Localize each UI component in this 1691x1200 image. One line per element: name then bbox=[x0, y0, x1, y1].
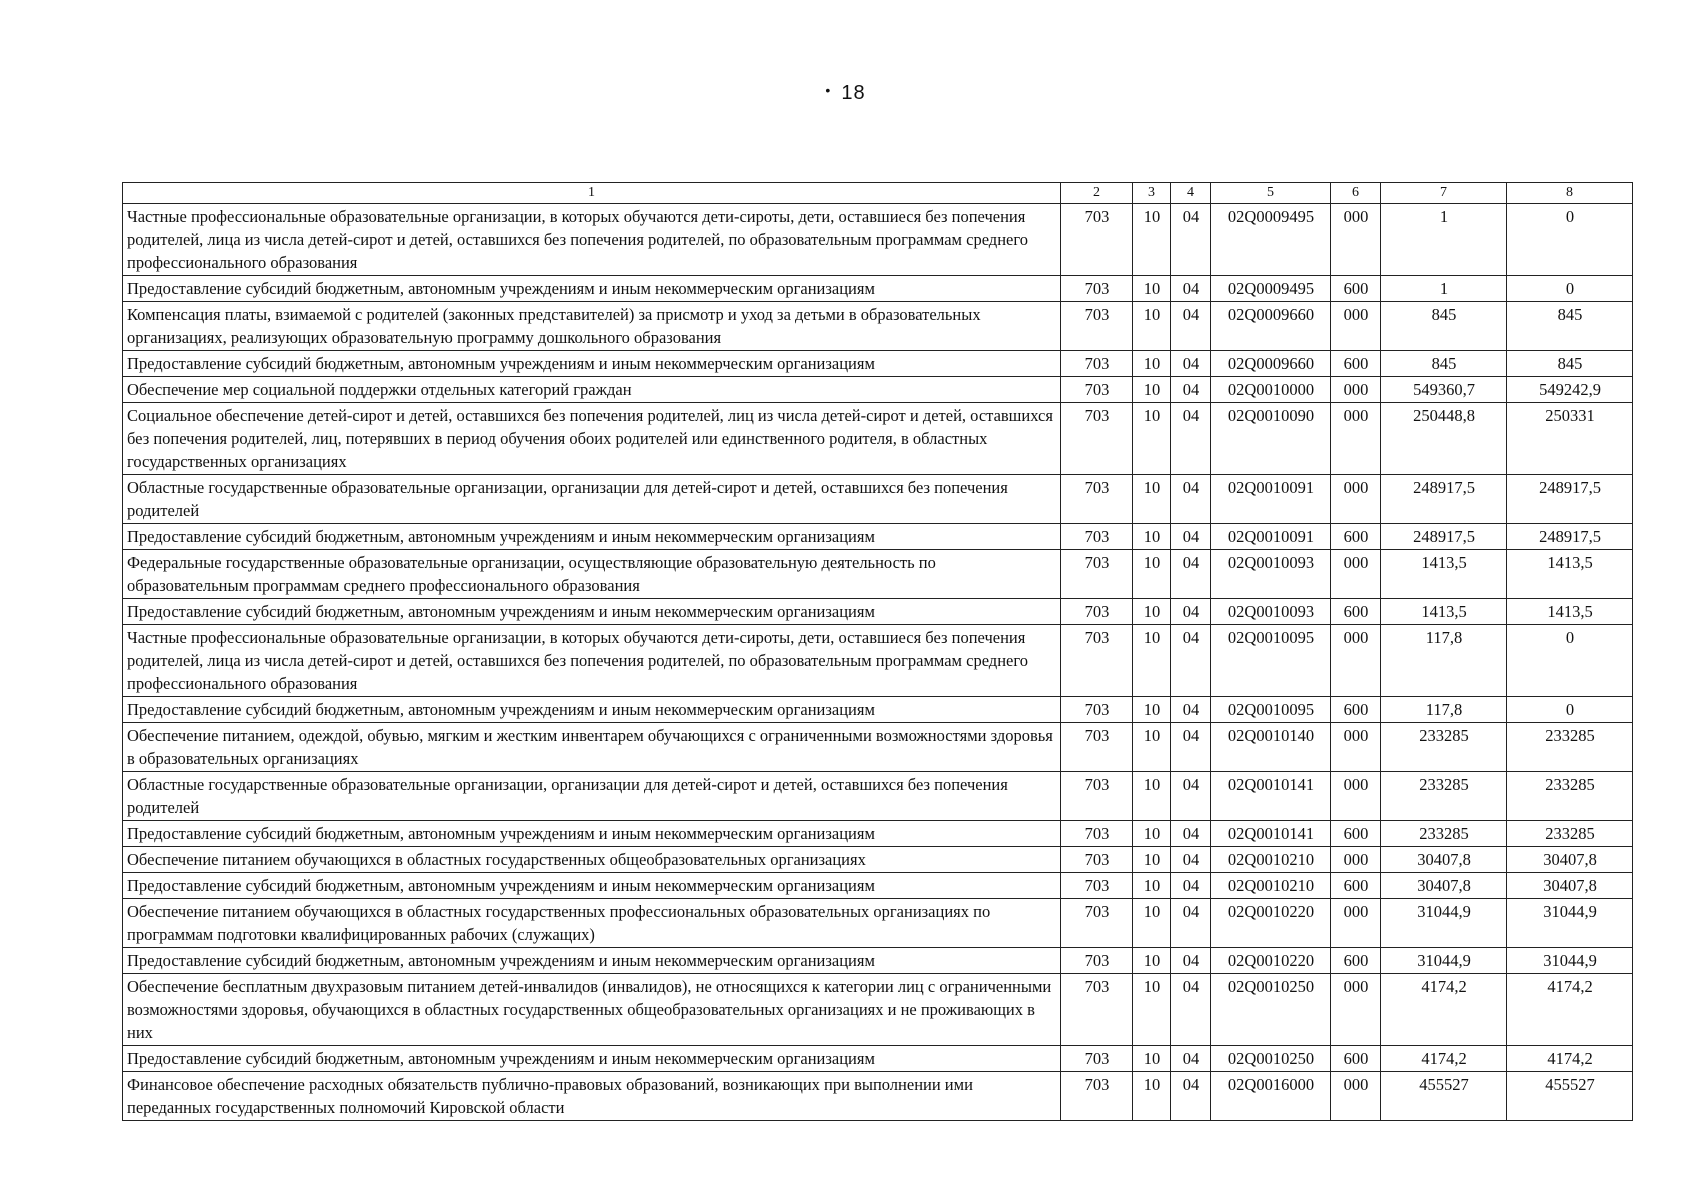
row-col-7: 233285 bbox=[1381, 772, 1507, 821]
row-col-5: 02Q0010220 bbox=[1211, 948, 1331, 974]
row-col-2: 703 bbox=[1061, 772, 1133, 821]
row-col-6: 600 bbox=[1331, 697, 1381, 723]
row-col-7: 117,8 bbox=[1381, 625, 1507, 697]
row-col-4: 04 bbox=[1171, 723, 1211, 772]
row-col-4: 04 bbox=[1171, 351, 1211, 377]
header-col-8: 8 bbox=[1507, 183, 1633, 204]
row-col-2: 703 bbox=[1061, 697, 1133, 723]
row-col-8: 0 bbox=[1507, 204, 1633, 276]
row-col-3: 10 bbox=[1133, 550, 1171, 599]
row-col-8: 0 bbox=[1507, 276, 1633, 302]
row-col-8: 4174,2 bbox=[1507, 974, 1633, 1046]
row-col-3: 10 bbox=[1133, 873, 1171, 899]
row-col-4: 04 bbox=[1171, 1046, 1211, 1072]
table-row bbox=[123, 723, 1633, 772]
row-description: Областные государственные образовательные организации, организации для детей-сирот и детей, оставшихся без попечения родителей bbox=[123, 475, 1061, 524]
row-col-2: 703 bbox=[1061, 899, 1133, 948]
row-col-6: 600 bbox=[1331, 524, 1381, 550]
row-col-5: 02Q0009660 bbox=[1211, 302, 1331, 351]
row-col-7: 248917,5 bbox=[1381, 524, 1507, 550]
row-col-3: 10 bbox=[1133, 377, 1171, 403]
row-col-4: 04 bbox=[1171, 302, 1211, 351]
table-header bbox=[123, 183, 1633, 204]
row-col-3: 10 bbox=[1133, 276, 1171, 302]
row-col-2: 703 bbox=[1061, 873, 1133, 899]
row-col-3: 10 bbox=[1133, 1072, 1171, 1121]
row-col-3: 10 bbox=[1133, 772, 1171, 821]
row-col-7: 117,8 bbox=[1381, 697, 1507, 723]
row-col-5: 02Q0009495 bbox=[1211, 276, 1331, 302]
row-col-6: 000 bbox=[1331, 204, 1381, 276]
row-col-7: 455527 bbox=[1381, 1072, 1507, 1121]
row-col-8: 549242,9 bbox=[1507, 377, 1633, 403]
row-description: Предоставление субсидий бюджетным, автономным учреждениям и иным некоммерческим организациям bbox=[123, 524, 1061, 550]
page-dot: • bbox=[825, 82, 832, 98]
row-col-6: 600 bbox=[1331, 873, 1381, 899]
row-col-2: 703 bbox=[1061, 302, 1133, 351]
row-col-6: 000 bbox=[1331, 625, 1381, 697]
row-col-6: 600 bbox=[1331, 351, 1381, 377]
row-col-6: 000 bbox=[1331, 550, 1381, 599]
table-row bbox=[123, 475, 1633, 524]
table-row bbox=[123, 302, 1633, 351]
row-col-6: 000 bbox=[1331, 723, 1381, 772]
row-col-4: 04 bbox=[1171, 524, 1211, 550]
row-description: Предоставление субсидий бюджетным, автономным учреждениям и иным некоммерческим организациям bbox=[123, 351, 1061, 377]
row-col-3: 10 bbox=[1133, 1046, 1171, 1072]
row-col-6: 000 bbox=[1331, 1072, 1381, 1121]
row-col-3: 10 bbox=[1133, 723, 1171, 772]
row-col-5: 02Q0010093 bbox=[1211, 550, 1331, 599]
row-description: Федеральные государственные образовательные организации, осуществляющие образовательную деятельность по образовательным программам среднего профессионального образования bbox=[123, 550, 1061, 599]
row-col-4: 04 bbox=[1171, 599, 1211, 625]
row-col-7: 1 bbox=[1381, 204, 1507, 276]
row-col-2: 703 bbox=[1061, 974, 1133, 1046]
row-col-5: 02Q0010091 bbox=[1211, 475, 1331, 524]
row-col-6: 600 bbox=[1331, 948, 1381, 974]
table-row bbox=[123, 625, 1633, 697]
row-col-7: 1 bbox=[1381, 276, 1507, 302]
row-col-7: 549360,7 bbox=[1381, 377, 1507, 403]
table-row bbox=[123, 821, 1633, 847]
table-row bbox=[123, 276, 1633, 302]
row-col-2: 703 bbox=[1061, 821, 1133, 847]
row-col-6: 600 bbox=[1331, 276, 1381, 302]
row-description: Областные государственные образовательные организации, организации для детей-сирот и детей, оставшихся без попечения родителей bbox=[123, 772, 1061, 821]
table-body bbox=[123, 204, 1633, 1121]
row-col-3: 10 bbox=[1133, 948, 1171, 974]
row-col-8: 0 bbox=[1507, 697, 1633, 723]
row-col-2: 703 bbox=[1061, 723, 1133, 772]
row-description: Социальное обеспечение детей-сирот и детей, оставшихся без попечения родителей, лиц из числа детей-сирот и детей, оставшихся без попечения родителей, лиц, потерявших в период обучения обоих родителей или единственного родителя, в областных государственных организациях bbox=[123, 403, 1061, 475]
row-col-5: 02Q0010140 bbox=[1211, 723, 1331, 772]
row-col-5: 02Q0010095 bbox=[1211, 697, 1331, 723]
row-col-8: 250331 bbox=[1507, 403, 1633, 475]
row-col-4: 04 bbox=[1171, 204, 1211, 276]
row-col-7: 845 bbox=[1381, 302, 1507, 351]
header-col-5: 5 bbox=[1211, 183, 1331, 204]
row-col-8: 30407,8 bbox=[1507, 873, 1633, 899]
row-col-7: 233285 bbox=[1381, 821, 1507, 847]
row-col-7: 250448,8 bbox=[1381, 403, 1507, 475]
row-col-3: 10 bbox=[1133, 524, 1171, 550]
table-row bbox=[123, 1072, 1633, 1121]
row-col-5: 02Q0010141 bbox=[1211, 821, 1331, 847]
row-col-6: 000 bbox=[1331, 475, 1381, 524]
row-description: Компенсация платы, взимаемой с родителей (законных представителей) за присмотр и уход за детьми в образовательных организациях, реализующих образовательную программу дошкольного образования bbox=[123, 302, 1061, 351]
row-col-6: 600 bbox=[1331, 821, 1381, 847]
row-col-5: 02Q0010220 bbox=[1211, 899, 1331, 948]
row-col-5: 02Q0010093 bbox=[1211, 599, 1331, 625]
table-row bbox=[123, 550, 1633, 599]
row-col-5: 02Q0010090 bbox=[1211, 403, 1331, 475]
row-col-8: 845 bbox=[1507, 351, 1633, 377]
row-col-7: 30407,8 bbox=[1381, 873, 1507, 899]
row-col-8: 233285 bbox=[1507, 821, 1633, 847]
row-col-8: 845 bbox=[1507, 302, 1633, 351]
row-col-8: 233285 bbox=[1507, 772, 1633, 821]
row-col-3: 10 bbox=[1133, 599, 1171, 625]
row-col-2: 703 bbox=[1061, 625, 1133, 697]
row-col-5: 02Q0010210 bbox=[1211, 847, 1331, 873]
row-description: Предоставление субсидий бюджетным, автономным учреждениям и иным некоммерческим организациям bbox=[123, 948, 1061, 974]
row-col-3: 10 bbox=[1133, 899, 1171, 948]
row-col-7: 31044,9 bbox=[1381, 948, 1507, 974]
header-col-1: 1 bbox=[123, 183, 1061, 204]
header-col-7: 7 bbox=[1381, 183, 1507, 204]
row-col-4: 04 bbox=[1171, 899, 1211, 948]
page-number: • 18 bbox=[825, 82, 866, 104]
row-col-6: 000 bbox=[1331, 847, 1381, 873]
row-description: Предоставление субсидий бюджетным, автономным учреждениям и иным некоммерческим организациям bbox=[123, 873, 1061, 899]
row-col-3: 10 bbox=[1133, 403, 1171, 475]
row-col-4: 04 bbox=[1171, 625, 1211, 697]
row-col-8: 31044,9 bbox=[1507, 948, 1633, 974]
row-col-7: 4174,2 bbox=[1381, 1046, 1507, 1072]
row-col-3: 10 bbox=[1133, 974, 1171, 1046]
row-col-6: 000 bbox=[1331, 377, 1381, 403]
table-row bbox=[123, 524, 1633, 550]
row-col-3: 10 bbox=[1133, 204, 1171, 276]
row-col-4: 04 bbox=[1171, 475, 1211, 524]
table-row bbox=[123, 351, 1633, 377]
row-col-6: 000 bbox=[1331, 302, 1381, 351]
table-row bbox=[123, 899, 1633, 948]
row-col-5: 02Q0010210 bbox=[1211, 873, 1331, 899]
row-col-4: 04 bbox=[1171, 697, 1211, 723]
row-col-4: 04 bbox=[1171, 403, 1211, 475]
row-col-3: 10 bbox=[1133, 821, 1171, 847]
row-col-7: 248917,5 bbox=[1381, 475, 1507, 524]
row-col-2: 703 bbox=[1061, 524, 1133, 550]
row-col-3: 10 bbox=[1133, 475, 1171, 524]
row-col-3: 10 bbox=[1133, 302, 1171, 351]
row-description: Финансовое обеспечение расходных обязательств публично-правовых образований, возникающих при выполнении ими переданных государственных полномочий Кировской области bbox=[123, 1072, 1061, 1121]
row-description: Обеспечение питанием, одеждой, обувью, мягким и жестким инвентарем обучающихся с ограниченными возможностями здоровья в образовательных организациях bbox=[123, 723, 1061, 772]
table-row bbox=[123, 873, 1633, 899]
table-row bbox=[123, 948, 1633, 974]
row-col-5: 02Q0016000 bbox=[1211, 1072, 1331, 1121]
row-col-8: 31044,9 bbox=[1507, 899, 1633, 948]
budget-table bbox=[122, 182, 1633, 1121]
header-col-2: 2 bbox=[1061, 183, 1133, 204]
row-col-8: 30407,8 bbox=[1507, 847, 1633, 873]
row-col-8: 455527 bbox=[1507, 1072, 1633, 1121]
row-col-7: 4174,2 bbox=[1381, 974, 1507, 1046]
row-col-4: 04 bbox=[1171, 847, 1211, 873]
row-col-8: 1413,5 bbox=[1507, 599, 1633, 625]
row-col-6: 000 bbox=[1331, 772, 1381, 821]
table-row bbox=[123, 403, 1633, 475]
row-col-6: 600 bbox=[1331, 599, 1381, 625]
table-row bbox=[123, 1046, 1633, 1072]
row-col-4: 04 bbox=[1171, 276, 1211, 302]
row-col-2: 703 bbox=[1061, 377, 1133, 403]
row-col-2: 703 bbox=[1061, 403, 1133, 475]
row-col-2: 703 bbox=[1061, 599, 1133, 625]
table-row bbox=[123, 377, 1633, 403]
row-col-4: 04 bbox=[1171, 873, 1211, 899]
row-description: Обеспечение бесплатным двухразовым питанием детей-инвалидов (инвалидов), не относящихся к категории лиц с ограниченными возможностями здоровья, обучающихся в областных государственных общеобразовательных организациях и не проживающих в них bbox=[123, 974, 1061, 1046]
row-col-8: 1413,5 bbox=[1507, 550, 1633, 599]
row-col-4: 04 bbox=[1171, 974, 1211, 1046]
row-col-8: 0 bbox=[1507, 625, 1633, 697]
row-col-7: 1413,5 bbox=[1381, 550, 1507, 599]
row-col-7: 1413,5 bbox=[1381, 599, 1507, 625]
row-col-4: 04 bbox=[1171, 821, 1211, 847]
row-col-4: 04 bbox=[1171, 1072, 1211, 1121]
row-col-6: 600 bbox=[1331, 1046, 1381, 1072]
header-col-4: 4 bbox=[1171, 183, 1211, 204]
table-row bbox=[123, 974, 1633, 1046]
row-col-7: 31044,9 bbox=[1381, 899, 1507, 948]
row-col-6: 000 bbox=[1331, 403, 1381, 475]
row-col-2: 703 bbox=[1061, 550, 1133, 599]
row-col-4: 04 bbox=[1171, 772, 1211, 821]
row-col-7: 30407,8 bbox=[1381, 847, 1507, 873]
header-col-6: 6 bbox=[1331, 183, 1381, 204]
row-col-6: 000 bbox=[1331, 974, 1381, 1046]
row-col-5: 02Q0010000 bbox=[1211, 377, 1331, 403]
row-description: Предоставление субсидий бюджетным, автономным учреждениям и иным некоммерческим организациям bbox=[123, 599, 1061, 625]
row-col-3: 10 bbox=[1133, 847, 1171, 873]
row-col-2: 703 bbox=[1061, 948, 1133, 974]
row-description: Частные профессиональные образовательные организации, в которых обучаются дети-сироты, дети, оставшиеся без попечения родителей, лица из числа детей-сирот и детей, оставшихся без попечения родителей, по образовательным программам среднего профессионального образования bbox=[123, 204, 1061, 276]
row-col-4: 04 bbox=[1171, 377, 1211, 403]
row-col-5: 02Q0010141 bbox=[1211, 772, 1331, 821]
row-col-8: 248917,5 bbox=[1507, 475, 1633, 524]
row-col-8: 248917,5 bbox=[1507, 524, 1633, 550]
row-col-2: 703 bbox=[1061, 475, 1133, 524]
row-col-4: 04 bbox=[1171, 550, 1211, 599]
row-col-8: 4174,2 bbox=[1507, 1046, 1633, 1072]
row-col-2: 703 bbox=[1061, 204, 1133, 276]
row-col-5: 02Q0009660 bbox=[1211, 351, 1331, 377]
row-col-3: 10 bbox=[1133, 351, 1171, 377]
row-col-6: 000 bbox=[1331, 899, 1381, 948]
row-description: Предоставление субсидий бюджетным, автономным учреждениям и иным некоммерческим организациям bbox=[123, 1046, 1061, 1072]
table-row bbox=[123, 847, 1633, 873]
table-row bbox=[123, 772, 1633, 821]
row-col-2: 703 bbox=[1061, 1046, 1133, 1072]
row-col-5: 02Q0010095 bbox=[1211, 625, 1331, 697]
table-row bbox=[123, 599, 1633, 625]
row-description: Частные профессиональные образовательные организации, в которых обучаются дети-сироты, дети, оставшиеся без попечения родителей, лица из числа детей-сирот и детей, оставшихся без попечения родителей, по образовательным программам среднего профессионального образования bbox=[123, 625, 1061, 697]
row-col-5: 02Q0010091 bbox=[1211, 524, 1331, 550]
row-col-7: 233285 bbox=[1381, 723, 1507, 772]
row-col-2: 703 bbox=[1061, 276, 1133, 302]
row-col-2: 703 bbox=[1061, 1072, 1133, 1121]
table-row bbox=[123, 204, 1633, 276]
row-col-2: 703 bbox=[1061, 351, 1133, 377]
row-col-8: 233285 bbox=[1507, 723, 1633, 772]
row-col-5: 02Q0009495 bbox=[1211, 204, 1331, 276]
row-description: Предоставление субсидий бюджетным, автономным учреждениям и иным некоммерческим организациям bbox=[123, 276, 1061, 302]
row-col-5: 02Q0010250 bbox=[1211, 1046, 1331, 1072]
row-description: Обеспечение питанием обучающихся в областных государственных профессиональных образовательных организациях по программам подготовки квалифицированных рабочих (служащих) bbox=[123, 899, 1061, 948]
row-col-3: 10 bbox=[1133, 625, 1171, 697]
row-description: Предоставление субсидий бюджетным, автономным учреждениям и иным некоммерческим организациям bbox=[123, 697, 1061, 723]
row-col-2: 703 bbox=[1061, 847, 1133, 873]
row-col-3: 10 bbox=[1133, 697, 1171, 723]
row-col-5: 02Q0010250 bbox=[1211, 974, 1331, 1046]
row-description: Предоставление субсидий бюджетным, автономным учреждениям и иным некоммерческим организациям bbox=[123, 821, 1061, 847]
row-col-4: 04 bbox=[1171, 948, 1211, 974]
row-description: Обеспечение мер социальной поддержки отдельных категорий граждан bbox=[123, 377, 1061, 403]
row-col-7: 845 bbox=[1381, 351, 1507, 377]
header-col-3: 3 bbox=[1133, 183, 1171, 204]
row-description: Обеспечение питанием обучающихся в областных государственных общеобразовательных организациях bbox=[123, 847, 1061, 873]
table-row bbox=[123, 697, 1633, 723]
